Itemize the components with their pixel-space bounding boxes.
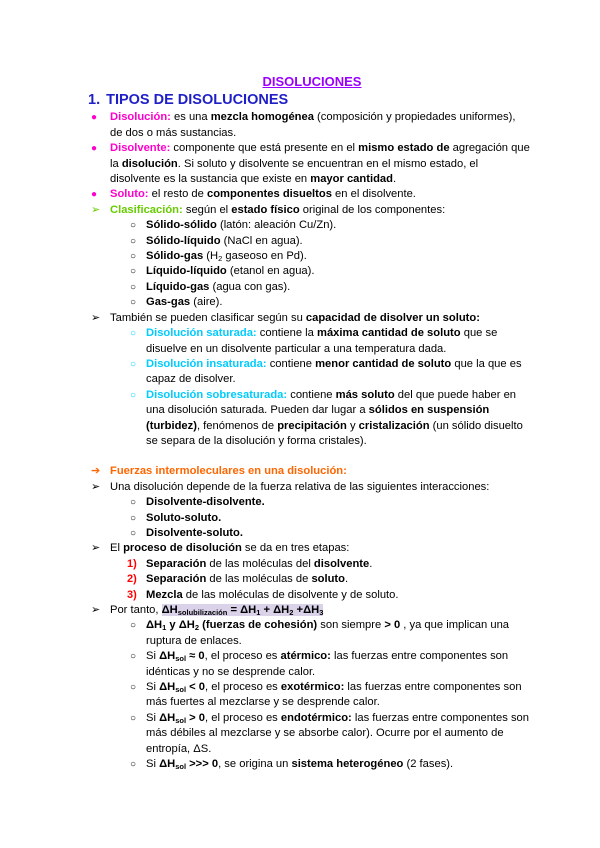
etapa-item: 3) Mezcla de las moléculas de disolvente y de soluto. xyxy=(127,588,399,601)
etapa-item: 2) Separación de las moléculas de soluto. xyxy=(127,573,349,586)
list-item: ○ Disolvente-soluto. xyxy=(88,526,530,541)
def-soluto: ● Soluto: el resto de componentes disueltos en el disolvente. xyxy=(88,187,530,202)
capacidad-intro: ➢ También se pueden clasificar según su capacidad de disolver un soluto: xyxy=(88,311,530,326)
arrow-bullet-icon: ➢ xyxy=(91,311,101,324)
list-item: ○ Sólido-líquido (NaCl en agua). xyxy=(88,234,530,249)
circle-bullet-icon: ○ xyxy=(130,497,137,509)
circle-bullet-icon: ○ xyxy=(130,389,137,401)
proceso-intro: ➢ El proceso de disolución se da en tres etapas: xyxy=(88,541,530,556)
circle-bullet-icon: ○ xyxy=(130,281,137,293)
caso-cohesion: ○ $\Delta H_1$ y $\Delta H_2$ (fuerzas de cohesión) son siempre > 0 , ya que implican una ruptura de enlaces. xyxy=(130,619,510,647)
def-clasificacion: ➢ Clasificación: según el estado físico original de los componentes: xyxy=(88,203,530,218)
section-title: TIPOS DE DISOLUCIONES xyxy=(106,92,289,109)
circle-bullet-icon: ○ xyxy=(130,682,137,694)
bullet-dot-icon: ● xyxy=(91,112,98,124)
circle-bullet-icon: ○ xyxy=(130,251,137,263)
list-item: ○ Sólido-sólido (latón: aleación Cu/Zn). xyxy=(88,218,530,233)
list-item: ○ Sólido-gas ($H_2$ gaseoso en Pd). xyxy=(130,250,307,264)
def-sobresaturada: ○ Disolución sobresaturada: contiene más soluto del que puede haber en una disolución saturada. Pueden dar lugar a sólidos en suspensión (turbidez), fenómenos de precipitación y cristalización (un sólido disuelto se separa de la disolución y forma cristales). xyxy=(130,388,523,447)
circle-bullet-icon: ○ xyxy=(130,297,137,309)
bullet-dot-icon: ● xyxy=(91,189,98,201)
caso-exotermico: ○ Si $\Delta H_{sol} < 0$, el proceso es exotérmico: las fuerzas entre componentes son más fuertes al mezclarse y se desprende calor. xyxy=(130,681,522,709)
ecuacion-highlight: $\Delta H_{solubilización} = \Delta H_1 + \Delta H_2 +\Delta H_3$ xyxy=(161,604,324,617)
ecuacion-line: ➢ Por tanto, $\Delta H_{solubilización} = \Delta H_1 + \Delta H_2 +\Delta H_3$ xyxy=(91,604,324,617)
def-disolvente: ● Disolvente: componente que está presente en el mismo estado de agregación que la disolución. Si soluto y disolvente se encuentran en el mismo estado, el disolvente es la sustancia que existe en mayor cantidad. xyxy=(91,142,530,186)
circle-bullet-icon: ○ xyxy=(130,651,137,663)
def-saturada: ○ Disolución saturada: contiene la máxima cantidad de soluto que se disuelve en un disolvente particular a una temperatura dada. xyxy=(130,327,498,355)
circle-bullet-icon: ○ xyxy=(130,527,137,539)
circle-bullet-icon: ○ xyxy=(130,512,137,524)
fuerzas-intro: ➢ Una disolución depende de la fuerza relativa de las siguientes interacciones: xyxy=(88,480,530,495)
section-number: 1. xyxy=(88,92,101,109)
estados-list xyxy=(88,218,530,310)
list-item: ○ Gas-gas (aire). xyxy=(88,295,530,310)
etapa-item: 1) Separación de las moléculas del disolvente. xyxy=(127,557,373,570)
circle-bullet-icon: ○ xyxy=(130,759,137,771)
circle-bullet-icon: ○ xyxy=(130,358,137,370)
orange-arrow-icon: ➔ xyxy=(91,465,101,478)
caso-heterogeneo: ○ Si $\Delta H_{sol}$ >>> 0, se origina un sistema heterogéneo (2 fases). xyxy=(130,758,454,772)
circle-bullet-icon: ○ xyxy=(130,235,137,247)
def-insaturada: ○ Disolución insaturada: contiene menor cantidad de soluto que la que es capaz de disolver. xyxy=(130,357,522,386)
circle-bullet-icon: ○ xyxy=(130,220,137,232)
def-disolucion: ● Disolución: es una mezcla homogénea (composición y propiedades uniformes), de dos o más sustancias. xyxy=(91,111,516,139)
list-item: ○ Líquido-líquido (etanol en agua). xyxy=(88,264,530,279)
spacer xyxy=(88,449,530,464)
arrow-bullet-icon: ➢ xyxy=(91,542,101,555)
list-item: ○ Soluto-soluto. xyxy=(88,511,530,526)
circle-bullet-icon: ○ xyxy=(130,620,137,632)
circle-bullet-icon: ○ xyxy=(130,328,137,340)
section-heading xyxy=(88,91,530,109)
list-item: ○ Disolvente-disolvente. xyxy=(88,495,530,510)
fuerzas-heading: ➔ Fuerzas intermoleculares en una disolución: xyxy=(88,464,530,479)
green-arrow-icon: ➢ xyxy=(91,203,101,216)
caso-atermico: ○ Si $\Delta H_{sol} \approx 0$, el proceso es atérmico: las fuerzas entre componentes son idénticas y no se desprende calor. xyxy=(130,650,509,678)
caso-endotermico: ○ Si $\Delta H_{sol} > 0$, el proceso es endotérmico: las fuerzas entre componentes son más débiles al mezclarse y se absorbe calor). Ocurre por el aumento de entropía, ΔS. xyxy=(130,711,530,755)
bullet-dot-icon: ● xyxy=(91,143,98,155)
circle-bullet-icon: ○ xyxy=(130,712,137,724)
arrow-bullet-icon: ➢ xyxy=(91,604,101,616)
circle-bullet-icon: ○ xyxy=(130,266,137,278)
list-item: ○ Líquido-gas (agua con gas). xyxy=(88,280,530,295)
arrow-bullet-icon: ➢ xyxy=(91,480,101,493)
document-title: DISOLUCIONES xyxy=(262,74,362,89)
